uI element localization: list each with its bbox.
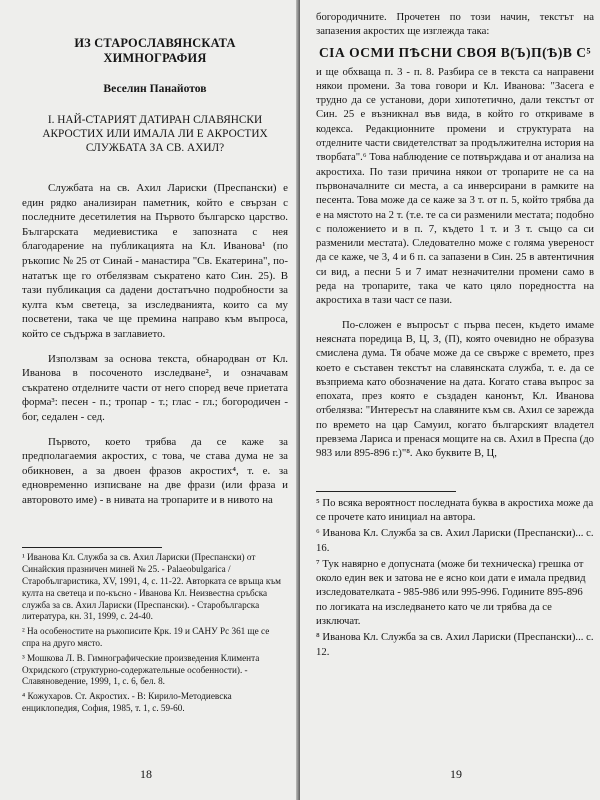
- footnote-6: ⁶ Иванова Кл. Служба за св. Ахил Лариски (Преспански)... с. 16.: [316, 527, 594, 554]
- paragraph-continued: богородичните. Прочетен по този начин, текстът на запазения акростих ще изглежда така:: [316, 11, 594, 38]
- paragraph-1: Службата на св. Ахил Лариски (Преспански) е един рядко анализиран паметник, който е свързан с последните десетилетия на Първото българско царство. Българската медиевистика е запозната с нея благодарение на публикацията на Кл. Иванова¹ (по ръкопис № 25 от Синай - манастира "Св. Екатерина", по-нататък ще го отбелязвам съкратено като Син. 25). В тази публикация са дадени достатъчно подробности за култа към светеца, за изследванията, които са му посветени, така че ще премина направо към въпроса, който се съдържа в заглавието.: [22, 182, 288, 340]
- footnote-rule: [22, 547, 162, 548]
- section-heading: I. НАЙ-СТАРИЯТ ДАТИРАН СЛАВЯНСКИ АКРОСТИХ ИЛИ ИМАЛА ЛИ Е АКРОСТИХ СЛУЖБАТА ЗА СВ. АХИЛ?: [42, 114, 268, 154]
- footnote-5: ⁵ По всяка вероятност последната буква в акростиха може да се прочете като инициал на автора.: [316, 496, 594, 523]
- footnote-8: ⁸ Иванова Кл. Служба за св. Ахил Лариски (Преспански)... с. 12.: [316, 631, 594, 658]
- paragraph-acrostic-analysis: и ще обхваща п. 3 - п. 8. Разбира се в текста са направени някои промени. За това говори и Кл. Иванова: "Засега е трудно да се установи, дори хипотетично, дали текстът от Син. 25 е възникнал във вида, в който го откриваме в кодекса. Редакционните промени и структурата на отделните части свидетелстват за продължителна история на творбата".⁶ Това наблюдение се потвърждава и от анализа на акростиха. По тази причина някои от тропарите не са на първоначалните си места, а са инверсирани в рамките на песента. Това може да се каже за 3 т. от п. 5, който трябва да е на мястото на 2 т. (т.е. те са си разменили местата; подобно с положението и в п. 7, където 1 т. и 3 т. също са си разменили местата). Следователно може с голяма увереност да се каже, че 3, 4 и 6 п. са запазени в Син. 25 в автентичния си вид, а песни 5 и 7 имат незначителни промени само в реда на тропарите, така че като цяло поредността на акростиха в тази част се пази.: [316, 65, 594, 307]
- footnote-rule: [316, 491, 456, 492]
- footnote-7: ⁷ Тук навярно е допусната (може би техническа) грешка от около един век и затова не е ясно кои дати е имала предвид изследователката - 985-986 или 995-996. Годините 895-896 по логиката на изследването като че ли трябва да се изключат.: [316, 557, 586, 627]
- paragraph-first-song: По-сложен е въпросът с първа песен, където имаме неясната поредица В, Ц, З, (П), която очевидно не образува смислена дума. Тя обаче може да се свърже с времето, през което е съставен текстът на славянската служба, т. е. да се възприема като обозначение на дата. Когато става въпрос за епохата, през която е създаден канонът, Кл. Иванова отбелязва: "Интересът на славяните към св. Ахил се зарежда по времето на цар Самуил, когато българският владетел превзема Лариса и пренася мощите на св. Ахил в Преспа (до 983 или 895-896 г.)"⁸. Ако буквите В, Ц,: [316, 318, 594, 460]
- footnote-1: ¹ Иванова Кл. Служба за св. Ахил Лариски (Преспански) от Синайския празничен миней № 25. - Palaeobulgarica / Старобългаристика, XV, 1991, 4, с. 11-22. Авторката се връща към култа на светеца и по-късно - Иванова Кл. Неизвестна сръбска служба за св. Ахил Лариски (Преспански). - Старобългарска литература, кн. 31, 1999, с. 24-40.: [22, 552, 281, 622]
- footnotes: [316, 496, 594, 659]
- article-title: ИЗ СТАРОСЛАВЯНСКАТА ХИМНОГРАФИЯ: [74, 36, 236, 65]
- footnotes: [22, 552, 288, 714]
- paragraph-2: Използвам за основа текста, обнародван от Кл. Иванова в посоченото изследване², и означавам съкратено отделните части от него според вече приетата форма³: песен - п.; тропар - т.; глас - гл.; богородичен - бог, седален - сед.: [22, 352, 288, 423]
- footnote-3: ³ Мошкова Л. В. Гимнографические произведения Климента Охридского (структурно-содержательные особенности). - Славяноведение, 1999, 1, с. 6, бел. 8.: [22, 652, 260, 687]
- acrostic-line: СІА ОСМИ ПѢСНИ СВОЯ В(Ъ)П(Ѣ)В С⁵: [318, 44, 592, 60]
- page-number: 18: [140, 767, 152, 781]
- footnote-4: ⁴ Кожухаров. Ст. Акростих. - В: Кирило-Методиевска енциклопедия, София, 1985, т. 1, с. 59-60.: [22, 691, 232, 714]
- right-page: [300, 0, 600, 800]
- page-number: 19: [450, 767, 462, 781]
- article-author: Веселин Панайотов: [103, 82, 207, 95]
- paragraph-3: Първото, което трябва да се каже за предполагаемия акростих, с това, че става дума не за обикновен, а за двоен фразов акростих⁴, т. е. за едновременно изписване на две фрази (или фраза и авторовото име) - в нивата на тропарите и в нивото на: [22, 435, 288, 506]
- footnote-2: ² На особеностите на ръкописите Крк. 19 и САНУ Рс 361 ще се спра на друго място.: [22, 626, 270, 649]
